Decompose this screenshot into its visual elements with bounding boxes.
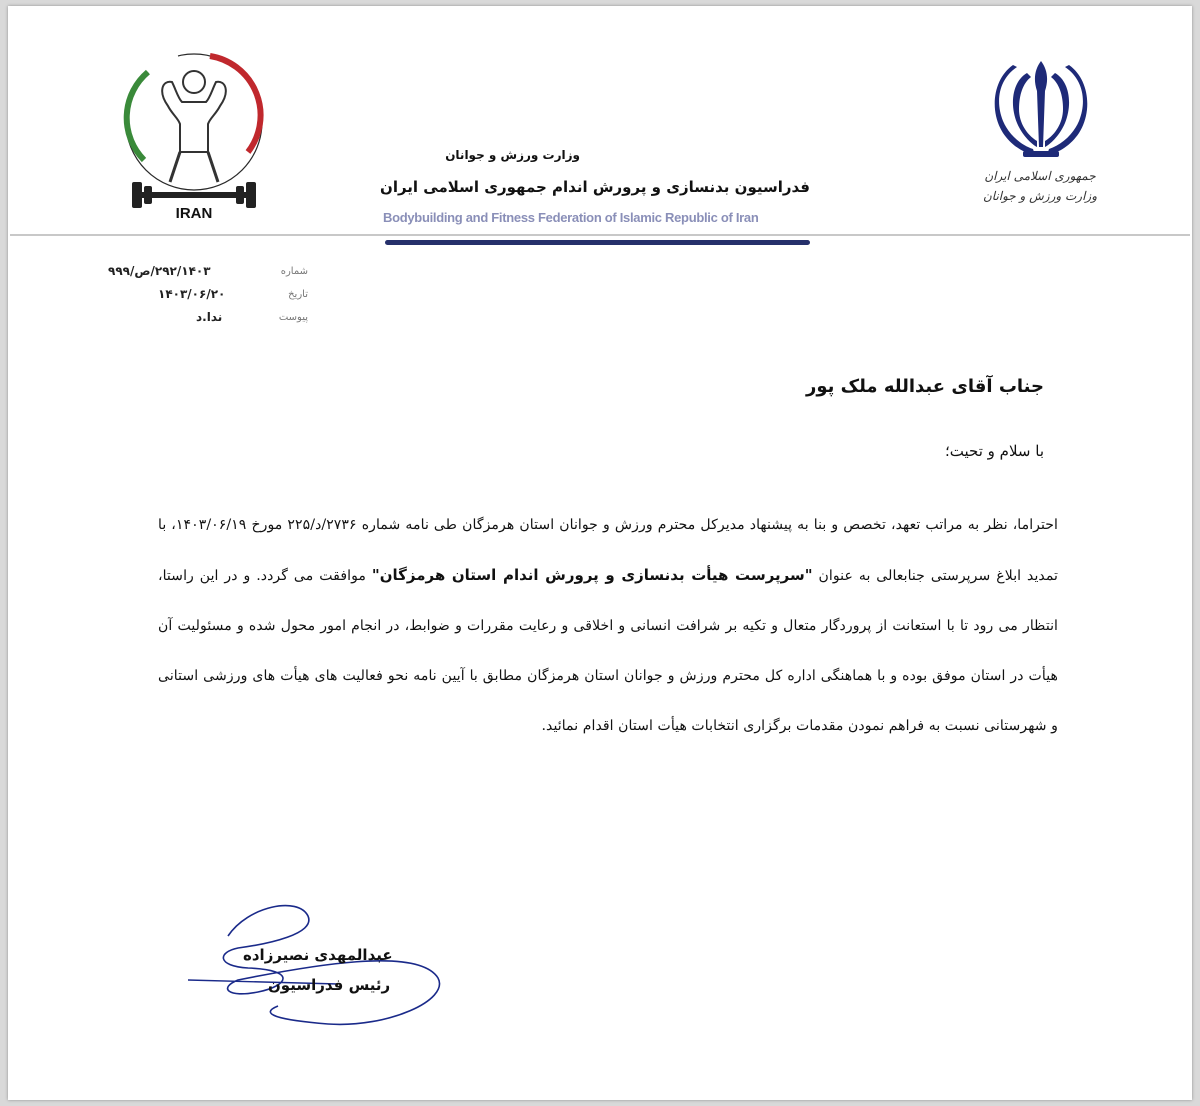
number-label: شماره bbox=[280, 266, 308, 277]
meta-date-row bbox=[108, 287, 308, 310]
signer-name: عبدالمهدی نصیرزاده bbox=[243, 946, 393, 964]
meta-number-row bbox=[108, 264, 308, 287]
date-value: ۱۴۰۳/۰۶/۲۰ bbox=[158, 287, 226, 301]
date-label: تاریخ bbox=[288, 289, 308, 300]
greeting: با سلام و تحیت؛ bbox=[945, 442, 1044, 460]
letter-page bbox=[8, 6, 1192, 1100]
letter-body bbox=[158, 500, 1058, 751]
attachment-value: ندا.د bbox=[196, 310, 223, 324]
number-value: ۲۹۲/۱۴۰۳/ص/۹۹۹ bbox=[108, 264, 211, 278]
body-part-2: موافقت می گردد. و در این راستا، انتظار می رود تا با استعانت از پروردگار متعال و تکیه بر شرافت انسانی و اخلاقی و رعایت مقررات و ضوابط، در انجام امور محول شده و مسئولیت آن هیأت در استان موفق بوده و با هماهنگی اداره کل محترم ورزش و جوانان استان هرمزگان مطابق با آیین نامه نحو فعالیت های هیأت های ورزشی استانی و شهرستانی نسبت به فراهم نمودن مقدمات برگزاری انتخابات هیأت استان اقدام نمائید. bbox=[158, 568, 1058, 734]
body-part-1: احتراما، نظر به مراتب تعهد، تخصص و بنا به پیشنهاد مدیرکل محترم ورزش و جوانان استان هرمزگان طی نامه شماره ۲۷۳۶/د/۲۲۵ مورخ ۱۴۰۳/۰۶/۱۹، با تمدید ابلاغ سرپرستی جنابعالی به عنوان bbox=[158, 517, 1058, 584]
federation-logo-icon bbox=[118, 42, 270, 224]
header-rule bbox=[10, 234, 1190, 236]
federation-name-en: Bodybuilding and Fitness Federation of Islamic Republic of Iran bbox=[383, 210, 759, 225]
body-bold-title: "سرپرست هیأت بدنسازی و پرورش اندام استان هرمزگان" bbox=[371, 566, 813, 584]
signer-title: رئیس فدراسیون bbox=[268, 976, 391, 994]
federation-name-fa: فدراسیون بدنسازی و پرورش اندام جمهوری اسلامی ایران bbox=[380, 178, 810, 196]
header-divider bbox=[385, 240, 810, 245]
addressee: جناب آقای عبدالله ملک پور bbox=[805, 376, 1044, 397]
meta-attachment-row bbox=[108, 310, 308, 333]
emblem-caption: جمهوری اسلامی ایران وزارت ورزش و جوانان bbox=[982, 169, 1098, 203]
iran-emblem-icon bbox=[983, 51, 1099, 161]
letter-meta bbox=[108, 264, 308, 333]
attachment-label: پیوست bbox=[278, 312, 308, 323]
logo-text: IRAN bbox=[175, 205, 213, 222]
ministry-name: وزارت ورزش و جوانان bbox=[445, 148, 580, 162]
